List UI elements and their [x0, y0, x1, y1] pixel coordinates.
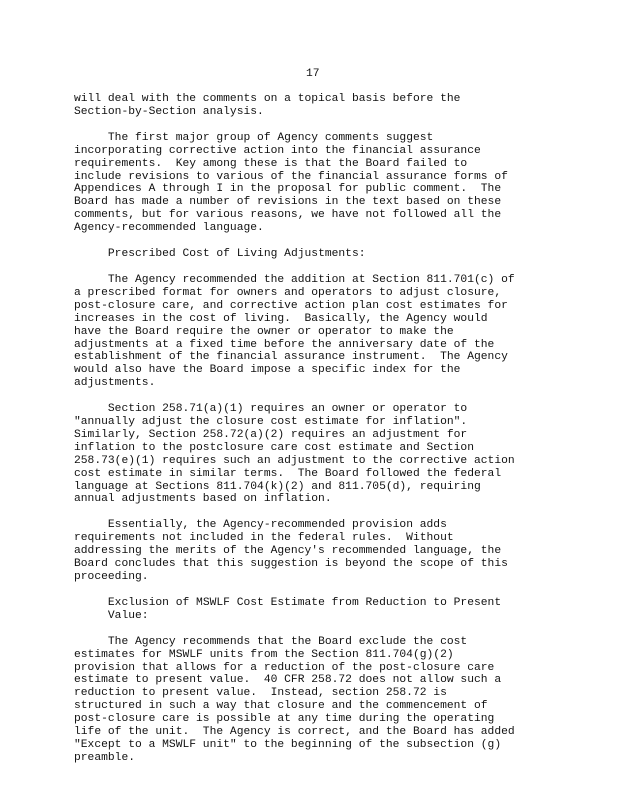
paragraph-mswlf-recommendation: The Agency recommends that the Board exclude the cost estimates for MSWLF units from the Section 811.704(g)(2) provision that allows for a reduction of the post-closure care estimate to present value. 40 CFR 258.72 does not allow such a reduction to present value. Instead, section 258.72 is structured in such a way that closure and the commencement of post-closure care is possible at any time during the operating life of the unit. The Agency is correct, and the Board has added "Except to a MSWLF unit" to the beginning of the subsection (g) preamble.	[74, 635, 515, 764]
paragraph-cost-of-living-recommendation: The Agency recommended the addition at Section 811.701(c) of a prescribed format for owners and operators to adjust closure, post-closure care, and corrective action plan cost estimates for increases in the cost of living. Basically, the Agency would have the Board require the owner or operator to make the adjustments at a fixed time before the anniversary date of the establishment of the financial assurance instrument. The Agency would also have the Board impose a specific index for the adjustments.	[74, 273, 515, 390]
page-number: 17	[306, 68, 320, 80]
paragraph-intro-continuation: will deal with the comments on a topical basis before the Section-by-Section analysis.	[74, 93, 461, 118]
section-heading-cost-of-living: Prescribed Cost of Living Adjustments:	[74, 248, 366, 261]
document-body	[74, 93, 554, 778]
paragraph-agency-comments: The first major group of Agency comments suggest incorporating corrective action into the financial assurance requirements. Key among these is that the Board failed to include revisions to various of the financial assurance forms of Appendices A through I in the proposal for public comment. The Board has made a number of revisions in the text based on these comments, but for various reasons, we have not followed all the Agency-recommended language.	[74, 131, 508, 235]
section-heading-mswlf-exclusion: Exclusion of MSWLF Cost Estimate from Reduction to Present Value:	[107, 596, 502, 622]
paragraph-federal-inflation-adjustments: Section 258.71(a)(1) requires an owner or operator to "annually adjust the closure cost estimate for inflation". Similarly, Section 258.72(a)(2) requires an adjustment for inflation to the postclosure care cost estimate and Section 258.73(e)(1) requires such an adjustment to the corrective action cost estimate in similar terms. The Board followed the federal language at Sections 811.704(k)(2) and 811.705(d), requiring annual adjustments based on inflation.	[74, 403, 515, 506]
paragraph-board-conclusion: Essentially, the Agency-recommended provision adds requirements not included in the federal rules. Without addressing the merits of the Agency's recommended language, the Board concludes that this suggestion is beyond the scope of this proceeding.	[74, 519, 508, 583]
